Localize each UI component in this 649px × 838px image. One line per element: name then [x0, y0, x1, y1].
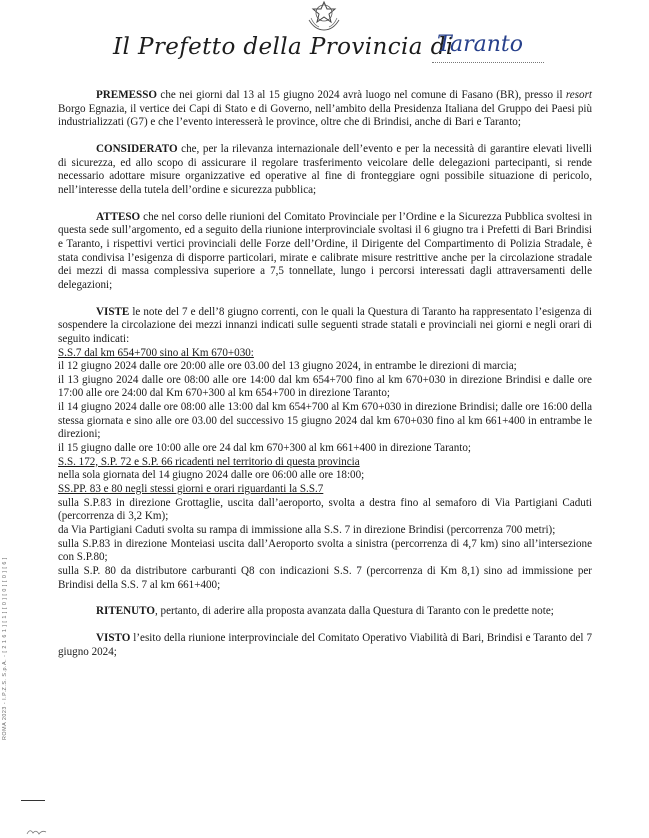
considerato-paragraph	[58, 143, 592, 198]
sp83-line: sulla S.P.83 in direzione Grottaglie, uscita dall’aeroporto, svolta a destra fino al semaforo di Via Partigiani Caduti (percorrenza di 3,2 Km);	[58, 496, 592, 523]
viste-paragraph	[58, 306, 592, 347]
printer-side-code: ROMA 2023 - I.P.Z.S. S.p.A. - [ 2 1 6 1 ] [ 1 ] [ 0 ] [ 0 ] [ 0 ] [ 6 ]	[2, 557, 8, 740]
premesso-text-2: Borgo Egnazia, il vertice dei Capi di Stato e di Governo, nell’ambito della Presidenza Italiana del Gruppo dei Paesi più industrializzati (G7) e che l’evento interesserà le province, oltre che di Brindisi, anche di Bari e Taranto;	[58, 102, 592, 129]
sp172-line: nella sola giornata del 14 giugno 2024 dalle ore 06:00 alle ore 18:00;	[58, 469, 365, 482]
ss7-line: il 15 giugno dalle ore 10:00 alle ore 24 dal km 670+300 al km 661+400 in direzione Taranto;	[58, 442, 471, 455]
sp83-line: sulla S.P.83 in direzione Monteiasi uscita dall’Aeroporto svolta a sinistra (percorrenza di 4,7 km) sino all’intersezione con S.P.80;	[58, 537, 592, 564]
viste-text: le note del 7 e dell’8 giugno correnti, con le quali la Questura di Taranto ha rappresentato l’esigenza di sospendere la circolazione dei mezzi innanzi indicati sulle seguenti strade statali e provinciali nei giorni e negli orari di seguito indicati:	[58, 305, 592, 345]
decree-body	[58, 89, 592, 672]
ss7-line: il 13 giugno 2024 dalle ore 08:00 alle ore 14:00 dal km 654+700 fino al km 670+030 in direzione Brindisi e dalle ore 17:00 alle ore 24:00 dal Km 670+300 al km 654+700 in direzione Taranto;	[58, 373, 592, 400]
visto-keyword: VISTO	[96, 631, 131, 644]
ss7-heading: S.S.7 dal km 654+700 sino al Km 670+030:	[58, 346, 254, 359]
ss7-line: il 12 giugno 2024 dalle ore 20:00 alle ore 03.00 del 13 giugno 2024, in entrambe le direzioni di marcia;	[58, 360, 517, 373]
viste-keyword: VISTE	[96, 305, 130, 318]
atteso-paragraph	[58, 211, 592, 293]
city-dotted-line	[432, 62, 544, 63]
footer-rule	[21, 800, 45, 801]
visto-text: l’esito della riunione interprovinciale del Comitato Operativo Viabilità di Bari, Brindisi e Taranto del 7 giugno 2024;	[58, 631, 592, 658]
premesso-keyword: PREMESSO	[96, 89, 158, 101]
header-city-handwritten: Taranto	[437, 32, 523, 57]
header-title: Il Prefetto della Provincia di	[113, 34, 454, 60]
resort-italic: resort	[565, 89, 592, 101]
sp83-line: sulla S.P. 80 da distributore carburanti Q8 con indicazioni S.S. 7 (percorrenza di Km 8,1) sino ad immissione per Brindisi della S.S. 7 al km 661+400;	[58, 565, 592, 591]
atteso-keyword: ATTESO	[96, 210, 141, 223]
considerato-keyword: CONSIDERATO	[96, 142, 178, 155]
atteso-text: che nel corso delle riunioni del Comitato Provinciale per l’Ordine e la Sicurezza Pubblica svoltesi in questa sede sull’argomento, ed a seguito della riunione interprovinciale svoltasi il 6 giugno tra i Prefetti di Bari Brindisi e Taranto, i rispettivi vertici provinciali delle Forze dell’Ordine, il Dirigente del Compartimento di Polizia Stradale, è stata condivisa l’esigenza di disporre particolari, mirate e calibrate misure restrittive anche per la circolazione stradale dei mezzi di massa complessiva superiore a 7,5 tonnellate, lungo i percorsi interessati dagli attraversamenti delle delegazioni;	[58, 210, 592, 291]
signature-fragment-icon	[26, 826, 48, 836]
ss7-line: il 14 giugno 2024 dalle ore 08:00 alle 13:00 dal km 654+700 al Km 670+030 in direzione Brindisi; dalle ore 16:00 della stessa giornata e sino alle ore 03.00 del successivo 15 giugno 2024 dal km 670+030 fino al km 661+400 in entrambe le direzioni;	[58, 401, 592, 441]
ritenuto-text: , pertanto, di aderire alla proposta avanzata dalla Questura di Taranto con le predette note;	[154, 605, 554, 618]
premesso-paragraph	[58, 89, 592, 130]
premesso-text-1: che nei giorni dal 13 al 15 giugno 2024 avrà luogo nel comune di Fasano (BR), presso il	[157, 89, 566, 101]
considerato-text: che, per la rilevanza internazionale dell’evento e per la necessità di garantire elevati livelli di sicurezza, ed allo scopo di assicurare il regolare trasferimento veicolare delle delegazioni partecipanti, si rende necessario adottare misure organizzative ed operative al fine di fronteggiare ogni possibile situazione di pericolo, nell’interesse della tutela dell’ordine e sicurezza pubblica;	[58, 142, 592, 196]
ritenuto-keyword: RITENUTO	[96, 605, 155, 618]
sp172-heading: S.S. 172, S.P. 72 e S.P. 66 ricadenti nel territorio di questa provincia	[58, 455, 360, 468]
visto-paragraph	[58, 632, 592, 659]
sp83-line: da Via Partigiani Caduti svolta su rampa di immissione alla S.S. 7 in direzione Brindisi (percorrenza 700 metri);	[58, 524, 556, 537]
italian-republic-emblem-icon	[305, 0, 343, 32]
sp83-heading: SS.PP. 83 e 80 negli stessi giorni e orari riguardanti la S.S.7	[58, 483, 324, 496]
ritenuto-paragraph	[58, 605, 592, 619]
